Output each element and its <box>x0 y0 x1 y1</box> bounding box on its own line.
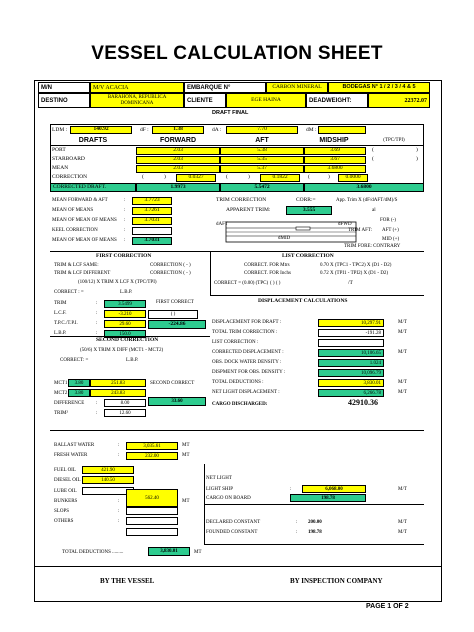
lube-label: LUBE OIL <box>54 489 77 494</box>
corr-a-close: ) <box>248 174 250 180</box>
total-deductions-unit: MT <box>194 550 202 555</box>
others-value <box>126 517 178 525</box>
displacement-row-unit: M/T <box>398 380 407 385</box>
corrected-a: 5.5472 <box>220 183 304 192</box>
draft-row-forward: 2.03 <box>136 147 220 155</box>
first-row-colon: : <box>96 301 98 306</box>
corr-a-open: ( <box>226 174 228 180</box>
founded-constant-unit: M/T <box>398 530 407 535</box>
mct2b: 243.83 <box>90 389 146 397</box>
apparent-trim-value: 3.555 <box>286 206 332 215</box>
mn-label: M/N <box>38 82 90 93</box>
mean-row-colon: : <box>124 208 126 213</box>
draft-row-aft: 5.37 <box>220 165 304 173</box>
mean-row-label: KEEL CORRECTION <box>52 228 98 233</box>
mct1b: 251.83 <box>90 379 146 387</box>
corrected-draft-label: CORRECTED DRAFT. <box>50 183 136 192</box>
first-correct-bracket: ( ) <box>148 310 198 319</box>
page-title: VESSEL CALCULATION SHEET <box>91 43 383 64</box>
displacement-row-unit: M/T <box>398 330 407 335</box>
dmp-label: dM : <box>306 127 317 133</box>
declared-constant-label: DECLARED CONSTANT <box>206 520 261 525</box>
mean-row-label: MEAN OF MEANS <box>52 208 94 213</box>
first-row-label: L.B.P. <box>54 331 67 336</box>
list-l1v: 0.70 X (TPC1 - TPC2) X (D1 - D2) <box>320 263 392 268</box>
total-deductions-value: 3,830.01 <box>148 547 190 556</box>
draft-row-tpc-close: ) <box>416 147 418 153</box>
first-correct-label: CORRECT : = <box>54 290 84 295</box>
apparent-trim-label: APPARENT TRIM: <box>226 207 271 213</box>
mean-row-value: 3.7031 <box>132 237 172 245</box>
first-l1v: CORRECTION ( - ) <box>150 263 191 268</box>
list-l1: CORRECT. FOR Mtrs <box>244 263 290 268</box>
mean-row-value: 3.7261 <box>132 207 172 215</box>
list-l3: CORRECT = (0.00) (TPC) <box>214 281 269 286</box>
displacement-row-value: 3,830.01 <box>318 379 384 387</box>
diff-value: 8.00 <box>104 399 146 407</box>
displacement-row-label: DISPLACEMENT FOR DRAFT : <box>212 320 282 325</box>
first-l2v: CORRECTION ( - ) <box>150 271 191 276</box>
first-row-value: -3.210 <box>104 310 146 318</box>
second-correct-text: SECOND CORRECT <box>150 381 195 386</box>
displacement-row-value <box>318 339 384 347</box>
destino-label: DESTINO <box>38 93 90 108</box>
cargo-discharged-label: CARGO DISCHARGED: <box>212 402 268 407</box>
light-ship-value: 6,068.00 <box>302 485 366 493</box>
vessel-name: M/V ACACIA <box>90 82 184 93</box>
draft-row-aft: 5.35 <box>220 156 304 164</box>
diff-colon: : <box>96 401 98 406</box>
draft-title: DRAFT FINAL <box>212 110 249 116</box>
trimp-value: 12.60 <box>104 409 146 417</box>
second-correct-label: CORRECT: = <box>60 358 89 363</box>
first-lbp: L.B.P. <box>120 290 133 295</box>
trimp-label: TRIM² <box>54 411 68 416</box>
displacement-title: DISPLACEMENT CALCULATIONS <box>258 298 348 304</box>
dfp-label: dF : <box>140 127 149 133</box>
first-correct-value: -224.86 <box>148 320 206 329</box>
founded-constant-label: FOUNDED CONSTANT <box>206 530 258 535</box>
col-tpc: (TPC/TPI) <box>383 137 405 143</box>
app-trim-formula: App. Trim X (dF/dAFT/dM)/S <box>336 198 398 203</box>
list-slash: /T <box>348 280 353 286</box>
displacement-row-value: 10,106.65 <box>318 349 384 357</box>
mean-row-label: MEAN OF MEAN OF MEANS <box>52 238 117 243</box>
first-row-colon: : <box>96 311 98 316</box>
fuel-label: FUEL OIL <box>54 468 76 473</box>
displacement-row-value: 10,096.79 <box>318 369 384 377</box>
others-label: OTHERS <box>54 519 74 524</box>
draft-row-forward: 2.03 <box>136 165 220 173</box>
displacement-row-value: -191.28 <box>318 329 384 337</box>
deduction-row-label: FRESH WATER <box>54 453 88 458</box>
corr-f-close: ) <box>164 174 166 180</box>
trim-correction-label: TRIM CORRECTION <box>216 197 267 203</box>
displacement-row-label: CORRECTED DISPLACEMENT : <box>212 350 284 355</box>
daft-label: dAFT <box>216 222 228 227</box>
first-formula: (100/12) X TRIM X LCF X (TPC/TPI) <box>78 280 157 285</box>
list-brackets: ( ) ( ) <box>270 281 281 286</box>
deduction-row-value: 3,035.61 <box>126 442 178 450</box>
correction-label: CORRECTION <box>52 174 88 180</box>
first-row-value: 3.5499 <box>104 300 146 308</box>
list-l2: CORRECT. FOR Inchs <box>244 271 291 276</box>
displacement-row-label: TOTAL TRIM CORRECTION : <box>212 330 278 335</box>
deduction-row-unit: MT <box>182 453 190 458</box>
draft-row-label: STARBOARD <box>52 156 85 162</box>
draft-row-aft: 5.38 <box>220 147 304 155</box>
light-ship-label: LIGHT SHIP <box>206 487 233 492</box>
draft-row-mid: 3.6800 <box>304 165 366 173</box>
ldm-value: 140.92 <box>70 126 132 134</box>
corr-label: CORR:= <box>296 197 316 203</box>
first-row-value: 29.60 <box>104 320 146 328</box>
dap-value: 7.70 <box>226 126 298 134</box>
slops-colon: : <box>118 509 120 514</box>
displacement-row-unit: M/T <box>398 350 407 355</box>
dmp-value <box>318 126 366 134</box>
first-row-colon: : <box>96 321 98 326</box>
col-forward: FORWARD <box>159 136 197 144</box>
mean-row-colon: : <box>124 198 126 203</box>
by-inspection: BY INSPECTION COMPANY <box>290 577 383 585</box>
light-ship-unit: M/T <box>398 487 407 492</box>
deduction-row-unit: MT <box>182 443 190 448</box>
mean-row-colon: : <box>124 218 126 223</box>
al-label: al <box>372 208 376 213</box>
cliente-label: CLIENTE <box>184 93 226 108</box>
first-row-label: T.P.C./T.P.I. <box>54 321 78 326</box>
bodegas: BODEGAS N° 1 / 2 / 3 / 4 & 5 <box>328 82 430 93</box>
blank-value <box>126 528 178 536</box>
bunkers-unit: MT <box>182 499 190 504</box>
displacement-row-label: DISPMENT FOR OBS. DENSITY : <box>212 370 286 375</box>
ldm-label: LDM : <box>52 127 68 133</box>
embarque-label: EMBARQUE N° <box>184 82 266 93</box>
mean-row-label: MEAN FORWARD & AFT <box>52 198 108 203</box>
first-l1: TRIM & LCF SAME: <box>54 263 99 268</box>
mean-row-colon: : <box>124 238 126 243</box>
dap-label: dA : <box>212 127 222 133</box>
deduction-row-colon: : <box>118 453 120 458</box>
slops-label: SLOPS <box>54 509 70 514</box>
mct1-label: MCT1 <box>54 381 68 386</box>
aft-label: AFT (+) <box>382 228 399 233</box>
for-label: FOR (-) <box>380 218 396 223</box>
fuel-value: 421.90 <box>82 466 134 474</box>
bunkers-label: BUNKERS <box>54 499 78 504</box>
net-light-label: NET LIGHT <box>206 476 232 481</box>
first-row-colon: : <box>96 331 98 336</box>
mean-row-colon: : <box>124 228 126 233</box>
dfp-value: 1.38 <box>152 126 204 134</box>
displacement-row-value: 6,266.78 <box>318 389 384 397</box>
draft-row-tpc-open: ( <box>372 147 374 153</box>
col-aft: AFT <box>255 136 269 144</box>
second-correct-value: 33.60 <box>148 397 206 406</box>
others-colon: : <box>118 519 120 524</box>
founded-colon: : <box>296 530 298 535</box>
first-l2: TRIM & LCF DIFFERENT <box>54 271 111 276</box>
deduction-row-value: 232.00 <box>126 452 178 460</box>
declared-constant-unit: M/T <box>398 520 407 525</box>
mean-row-value <box>132 227 172 235</box>
draft-row-mid: 3.69 <box>304 147 366 155</box>
first-row-label: TRIM <box>54 301 67 306</box>
displacement-row-unit: M/T <box>398 320 407 325</box>
displacement-row-label: LIST CORRECTION : <box>212 340 259 345</box>
destino-value: BARAHONA, REPUBLICA DOMINICANA <box>90 93 184 108</box>
declared-colon: : <box>296 520 298 525</box>
corrected-f: 1.9973 <box>136 183 220 192</box>
draft-row-forward: 2.03 <box>136 156 220 164</box>
second-correction-title: SECOND CORRECTION <box>96 337 159 343</box>
deadweight-value: 22372.07 <box>368 93 430 108</box>
corr-m-open: ( <box>308 174 310 180</box>
list-correction-title: LIST CORRECTION <box>282 253 334 259</box>
displacement-row-label: NET LIGHT DISPLACEMENT : <box>212 390 280 395</box>
founded-constant-value: 198.78 <box>308 530 322 535</box>
light-ship-colon: : <box>290 487 292 492</box>
displacement-row-value: 1.024 <box>318 359 384 367</box>
mct2-label: MCT2 <box>54 391 68 396</box>
second-lbp: L.B.P. <box>126 358 139 363</box>
deduction-row-colon: : <box>118 443 120 448</box>
first-correction-title: FIRST CORRECTION <box>96 253 152 259</box>
draft-row-tpc-open: ( <box>372 156 374 162</box>
cargo-board-label: CARGO ON BOARD <box>206 496 251 501</box>
corr-f: 0.0327 <box>176 174 216 182</box>
mean-row-value: 3.7031 <box>132 217 172 225</box>
corr-a: 0.1822 <box>260 174 300 182</box>
col-midship: MIDSHIP <box>319 136 349 144</box>
cargo-discharged-value: 42910.36 <box>348 398 378 407</box>
bunkers-colon: : <box>118 499 120 504</box>
corr-f-open: ( <box>142 174 144 180</box>
corrected-m: 3.6800 <box>304 183 424 192</box>
draft-row-label: MEAN <box>52 165 69 171</box>
mid-label: MID (+) <box>382 237 400 242</box>
bunkers-value: 562.40 <box>126 489 178 507</box>
displacement-row-value: 10,297.91 <box>318 319 384 327</box>
col-drafts: DRAFTS <box>78 136 108 144</box>
trim-fore-label: TRIM FORE: CONTRARY <box>344 244 401 249</box>
diesel-label: DIESEL OIL <box>54 478 81 483</box>
displacement-row-label: OBS. DOCK WATER DENSITY : <box>212 360 282 365</box>
draft-row-label: PORT <box>52 147 66 153</box>
diesel-value: 140.50 <box>82 476 134 484</box>
mct2a: 3.80 <box>68 389 90 397</box>
slops-value <box>126 507 178 515</box>
first-correct-text: FIRST CORRECT <box>156 300 194 305</box>
draft-row-tpc-close: ) <box>416 156 418 162</box>
trim-aft-label: TRIM AFT: <box>348 228 373 233</box>
trimp-colon: : <box>96 411 98 416</box>
first-row-value: 150.0 <box>104 330 146 338</box>
total-deductions-label: TOTAL DEDUCTIONS ......... <box>62 550 124 555</box>
cargo-type: CARBON MINERAL <box>266 82 328 93</box>
page-number: PAGE 1 OF 2 <box>366 603 409 610</box>
corr-m: 0.0000 <box>338 174 368 182</box>
deadweight-label: DEADWEIGHT: <box>306 93 368 108</box>
list-l2v: 0.72 X (TPI1 - TPI2) X (D1 - D2) <box>320 271 389 276</box>
by-vessel: BY THE VESSEL <box>100 577 155 585</box>
dfwd-label: dFWD <box>338 222 352 227</box>
deduction-row-label: BALLAST WATER <box>54 443 95 448</box>
diff-label: DIFFERENCE <box>54 401 85 406</box>
corr-m-close: ) <box>328 174 330 180</box>
mean-row-label: MEAN OF MEAN OF MEANS <box>52 218 117 223</box>
cargo-board-value: 198.78 <box>290 494 366 502</box>
declared-constant-value: 200.00 <box>308 520 322 525</box>
displacement-row-unit: M/T <box>398 390 407 395</box>
dmid-label: dMID <box>278 236 291 241</box>
mean-row-value: 3.7723 <box>132 197 172 205</box>
draft-row-mid: 3.67 <box>304 156 366 164</box>
mct1a: 3.80 <box>68 379 90 387</box>
displacement-row-label: TOTAL DEDUCTIONS : <box>212 380 264 385</box>
second-formula: (50/6) X TRIM X DIFF (MCT1 - MCT2) <box>80 348 164 353</box>
cliente-value: EGE HAINA <box>226 93 306 108</box>
first-row-label: L.C.F. <box>54 311 67 316</box>
